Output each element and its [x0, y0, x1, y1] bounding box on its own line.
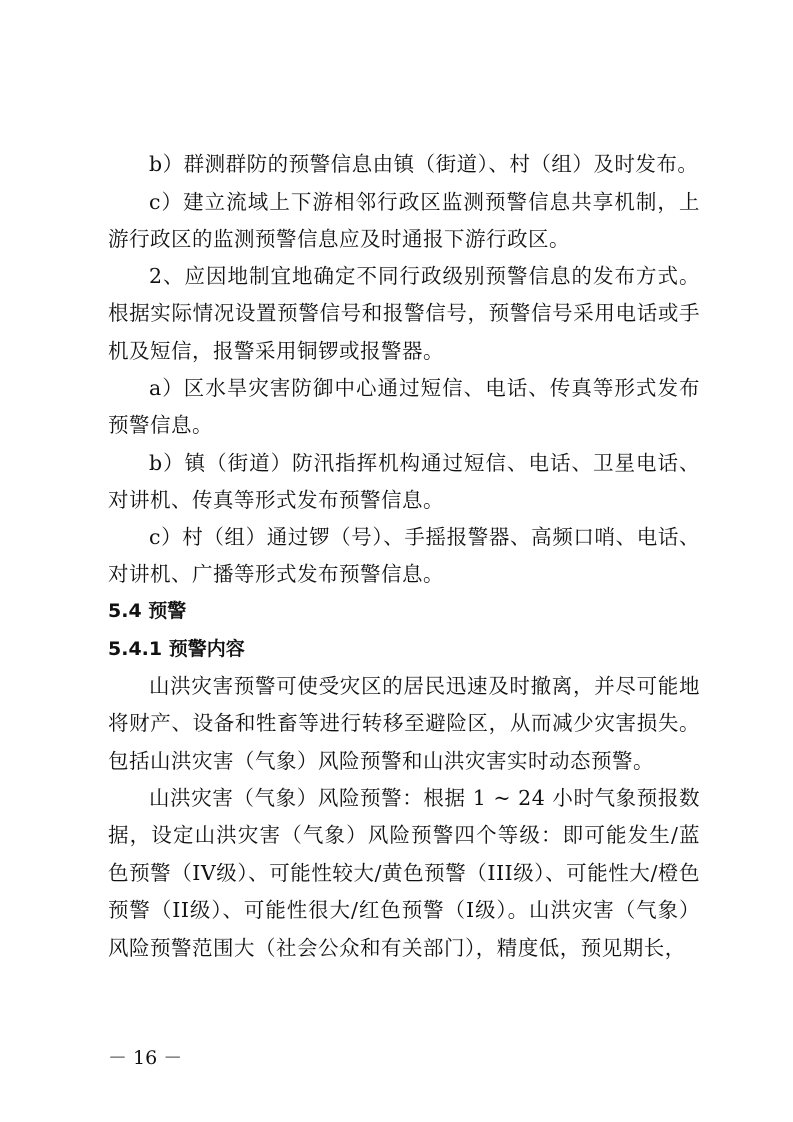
paragraph-b-mass-prevention: b）群测群防的预警信息由镇（街道）、村（组）及时发布。: [149, 152, 699, 176]
paragraph-risk-warning-levels: 山洪灾害（气象）风险预警：根据 1 ~ 24 小时气象预报数据，设定山洪灾害（气象）风险预警四个等级：即可能发生/蓝色预警（IV级）、可能性较大/黄色预警（III级）、可能性大/橙色预警（II级）、可能性很大/红色预警（I级）。山洪灾害（气象）风险预警范围大（社会公众和有关部门），精度低，预见期长，: [108, 786, 700, 960]
paragraph-warning-purpose: 山洪灾害预警可使受灾区的居民迅速及时撤离，并尽可能地将财产、设备和牲畜等进行转移至避险区，从而减少灾害损失。包括山洪灾害（气象）风险预警和山洪灾害实时动态预警。: [108, 674, 700, 773]
paragraph-2-release-methods: 2、应因地制宜地确定不同行政级别预警信息的发布方式。根据实际情况设置预警信号和报警信号，预警信号采用电话或手机及短信，报警采用铜锣或报警器。: [108, 264, 700, 363]
paragraph-c-shared-mechanism: c）建立流域上下游相邻行政区监测预警信息共享机制，上游行政区的监测预警信息应及时通报下游行政区。: [108, 190, 700, 252]
page-number: － 16 －: [108, 1047, 183, 1069]
section-heading: 5.4 预警: [108, 600, 187, 622]
paragraph-c-village: c）村（组）通过锣（号）、手摇报警器、高频口哨、电话、对讲机、广播等形式发布预警信息。: [108, 525, 700, 587]
paragraph-b-town-office: b）镇（街道）防汛指挥机构通过短信、电话、卫星电话、对讲机、传真等形式发布预警信息。: [108, 451, 700, 513]
subsection-heading: 5.4.1 预警内容: [108, 638, 245, 660]
paragraph-a-district-center: a）区水旱灾害防御中心通过短信、电话、传真等形式发布预警信息。: [108, 376, 700, 438]
